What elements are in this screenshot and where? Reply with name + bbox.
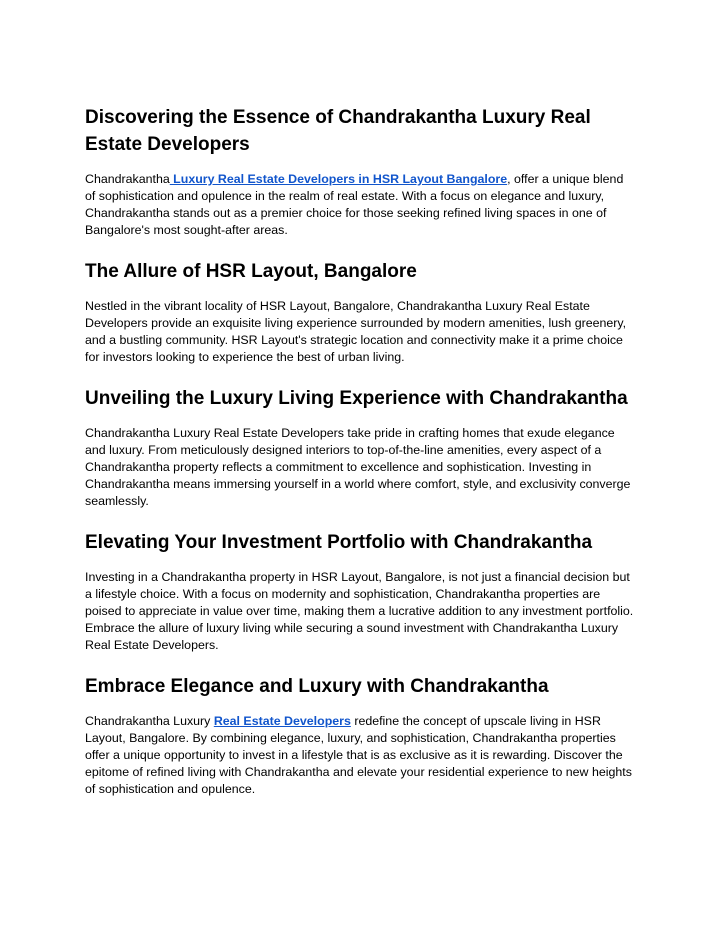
section-body-investment: Investing in a Chandrakantha property in HSR Layout, Bangalore, is not just a financial decision but a lifestyle choice. With a focus on modernity and sophistication, Chandrakantha properties are poised to appreciate in value over time, making them a lucrative addition to any investment portfolio. Embrace the allure of luxury living while securing a sound investment with Chandrakantha Luxury Real Estate Developers.: [85, 570, 634, 652]
section-body-luxury-living: Chandrakantha Luxury Real Estate Developers take pride in crafting homes that exude elegance and luxury. From meticulously designed interiors to top-of-the-line amenities, every aspect of a Chandrakantha property reflects a commitment to excellence and sophistication. Investing in Chandrakantha means immersing yourself in a world where comfort, style, and exclusivity converge seamlessly.: [85, 426, 631, 508]
document-page: [85, 104, 635, 817]
document-title: Discovering the Essence of Chandrakantha Luxury Real Estate Developers: [85, 107, 591, 155]
intro-text-end: , offer a unique blend of sophistication and opulence in the realm of real estate. With a focus on elegance and luxury, Chandrakantha stands out as a premier choice for those seeking refined living spaces in one of Bangalore's most sought-after areas.: [85, 172, 624, 237]
hsr-developers-link[interactable]: Luxury Real Estate Developers in HSR Layout Bangalore: [169, 172, 508, 186]
intro-text-start: Chandrakantha: [85, 172, 170, 186]
section-body-elegance: [85, 713, 635, 798]
section-body-allure: Nestled in the vibrant locality of HSR Layout, Bangalore, Chandrakantha Luxury Real Estate Developers provide an exquisite living experience surrounded by modern amenities, lush greenery, and a bustling community. HSR Layout's strategic location and connectivity make it a prime choice for investors looking to experience the best of urban living.: [85, 299, 627, 364]
section-heading-elegance: Embrace Elegance and Luxury with Chandrakantha: [85, 676, 549, 697]
final-text-end: redefine the concept of upscale living in HSR Layout, Bangalore. By combining elegance, luxury, and sophistication, Chandrakantha properties offer a unique opportunity to invest in a lifestyle that is as exclusive as it is rewarding. Discover the epitome of refined living with Chandrakantha and elevate your residential experience to new heights of sophistication and opulence.: [85, 714, 632, 796]
section-heading-allure: The Allure of HSR Layout, Bangalore: [85, 261, 417, 282]
intro-paragraph: [85, 171, 635, 239]
final-text-start: Chandrakantha Luxury: [85, 714, 214, 728]
section-heading-luxury-living: Unveiling the Luxury Living Experience with Chandrakantha: [85, 388, 628, 409]
real-estate-developers-link[interactable]: Real Estate Developers: [213, 714, 351, 728]
section-heading-investment: Elevating Your Investment Portfolio with Chandrakantha: [85, 532, 593, 553]
